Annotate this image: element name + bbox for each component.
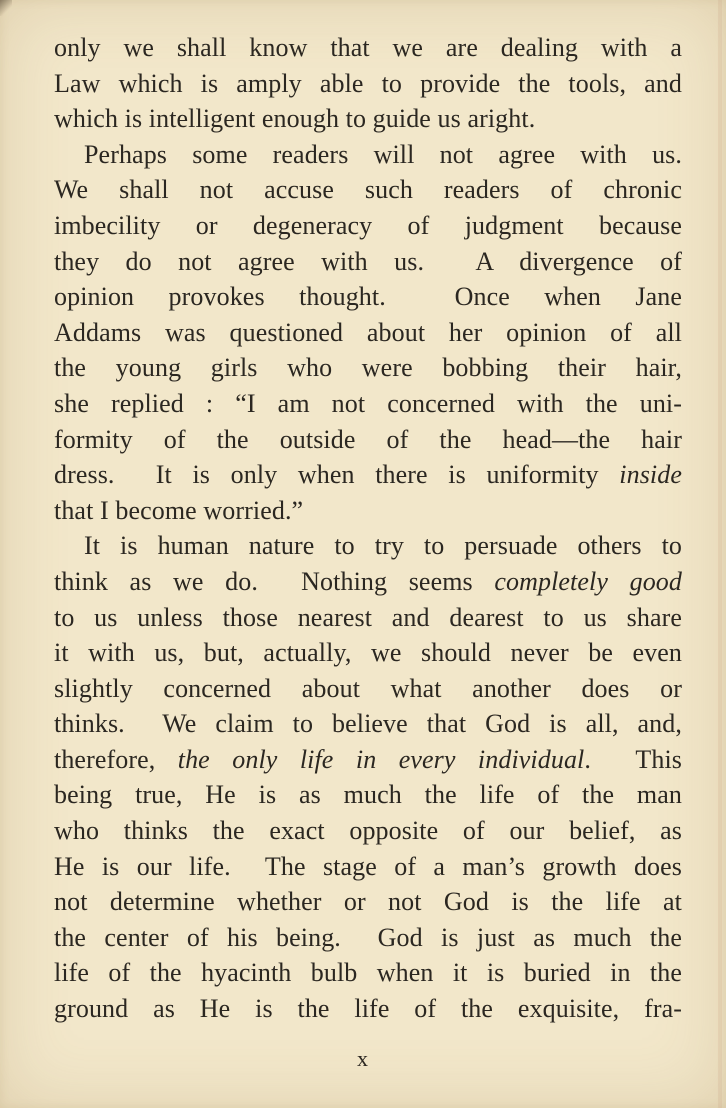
body-text: . This	[584, 744, 682, 774]
text-line	[54, 849, 682, 885]
body-text: it with us, but, actually, we should never be even	[54, 638, 682, 668]
body-text: not determine whether or not God is the life at	[54, 887, 682, 917]
italic-text: the only life in every individual	[177, 744, 585, 774]
body-text: she replied : “I am not concerned with the uni-	[54, 388, 682, 418]
body-text: Law which is amply able to provide the tools, and	[54, 68, 682, 98]
text-line	[54, 137, 682, 173]
body-text: Perhaps some readers will not agree with us.	[84, 139, 682, 169]
text-line	[54, 564, 682, 600]
body-text: ground as He is the life of the exquisite, fra-	[54, 994, 682, 1024]
text-line	[54, 101, 682, 137]
body-text: the young girls who were bobbing their hair,	[54, 353, 682, 383]
text-line	[54, 635, 682, 671]
text-line	[54, 315, 682, 351]
body-text: formity of the outside of the head—the hair	[54, 424, 682, 454]
text-line	[54, 422, 682, 458]
body-text: dress. It is only when there is uniformity	[54, 460, 620, 490]
italic-text: inside	[619, 460, 682, 490]
text-line	[54, 991, 682, 1027]
text-line	[54, 813, 682, 849]
text-line	[54, 955, 682, 991]
text-line	[54, 457, 682, 493]
page-number: x	[357, 1046, 369, 1071]
text-line	[54, 244, 682, 280]
body-text: thinks. We claim to believe that God is all, and,	[54, 709, 682, 739]
body-text: think as we do. Nothing seems	[54, 566, 495, 596]
text-line	[54, 172, 682, 208]
body-text: being true, He is as much the life of the man	[54, 780, 682, 810]
text-line	[54, 350, 682, 386]
body-text: He is our life. The stage of a man’s growth does	[54, 851, 682, 881]
body-text: life of the hyacinth bulb when it is buried in the	[54, 958, 682, 988]
body-text: opinion provokes thought. Once when Jane	[54, 282, 682, 312]
text-line	[54, 386, 682, 422]
body-text: slightly concerned about what another does or	[54, 673, 682, 703]
text-line	[54, 208, 682, 244]
body-text: Addams was questioned about her opinion of all	[54, 317, 682, 347]
body-text: which is intelligent enough to guide us aright.	[54, 104, 536, 134]
text-line	[54, 671, 682, 707]
text-line	[54, 66, 682, 102]
body-text: imbecility or degeneracy of judgment because	[54, 210, 682, 240]
text-line	[54, 279, 682, 315]
text-line	[54, 884, 682, 920]
corner-stain	[0, 0, 12, 16]
text-line	[54, 30, 682, 66]
body-text: We shall not accuse such readers of chronic	[54, 175, 682, 205]
italic-text: completely good	[494, 566, 682, 596]
body-text: to us unless those nearest and dearest to us share	[54, 602, 682, 632]
page-edge-shade	[718, 0, 722, 1108]
text-line	[54, 600, 682, 636]
body-text: only we shall know that we are dealing with a	[54, 33, 682, 62]
body-text: that I become worried.”	[54, 495, 304, 525]
body-text: therefore,	[54, 744, 178, 774]
text-line	[54, 920, 682, 956]
body-text: they do not agree with us. A divergence of	[54, 246, 682, 276]
body-text: It is human nature to try to persuade others to	[84, 531, 682, 561]
text-line	[54, 777, 682, 813]
text-line	[54, 528, 682, 564]
text-line	[54, 493, 682, 529]
text-line	[54, 706, 682, 742]
page-text	[54, 30, 682, 1027]
body-text: who thinks the exact opposite of our belief, as	[54, 816, 682, 846]
text-line	[54, 742, 682, 778]
body-text: the center of his being. God is just as much the	[54, 922, 682, 952]
